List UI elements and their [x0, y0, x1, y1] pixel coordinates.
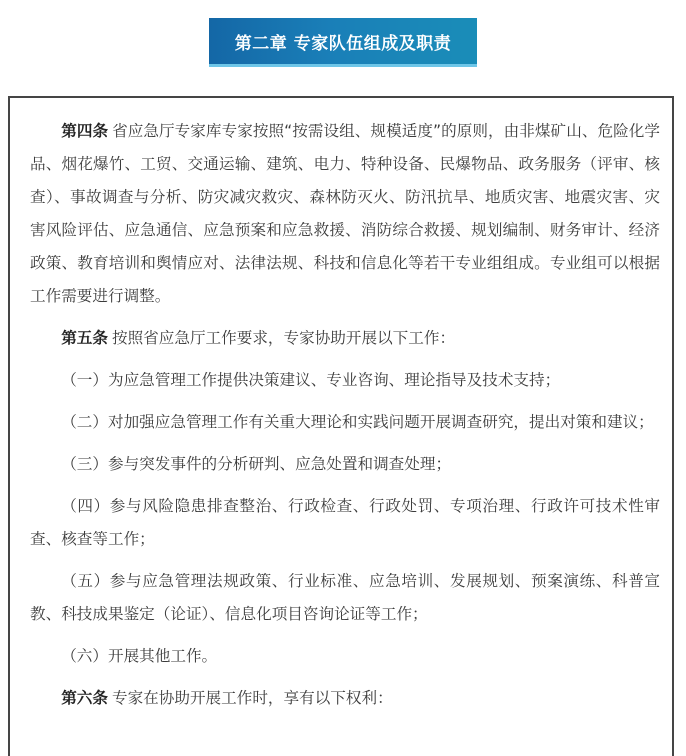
chapter-banner-container [0, 18, 686, 65]
paragraph-text: （二）对加强应急管理工作有关重大理论和实践问题开展调查研究，提出对策和建议； [61, 413, 654, 431]
paragraph-article-6 [30, 682, 660, 715]
article-number: 第五条 [61, 329, 108, 347]
paragraph-item-5 [30, 565, 660, 631]
article-number: 第四条 [61, 122, 109, 140]
paragraph-item-6 [30, 640, 660, 673]
paragraph-item-2 [30, 406, 660, 439]
paragraph-text: （五）参与应急管理法规政策、行业标准、应急培训、发展规划、预案演练、科普宣教、科技成果鉴定（论证）、信息化项目咨询论证等工作； [30, 572, 660, 623]
paragraph-item-1 [30, 364, 660, 397]
paragraph-item-4 [30, 490, 660, 556]
paragraph-text: 专家在协助开展工作时，享有以下权利： [111, 689, 393, 707]
paragraph-article-5 [30, 322, 660, 355]
paragraph-article-4 [30, 115, 660, 313]
paragraph-text: （六）开展其他工作。 [61, 647, 218, 665]
article-body [30, 115, 660, 724]
paragraph-text: 省应急厅专家库专家按照“按需设组、规模适度”的原则，由非煤矿山、危险化学品、烟花爆竹、工贸、交通运输、建筑、电力、特种设备、民爆物品、政务服务（评审、核查）、事故调查与分析、防灾减灾救灾、森林防灭火、防汛抗旱、地质灾害、地震灾害、灾害风险评估、应急通信、应急预案和应急救援、消防综合救援、规划编制、财务审计、经济政策、教育培训和舆情应对、法律法规、科技和信息化等若干专业组组成。专业组可以根据工作需要进行调整。 [30, 122, 660, 305]
paragraph-text: （四）参与风险隐患排查整治、行政检查、行政处罚、专项治理、行政许可技术性审查、核查等工作； [30, 497, 660, 548]
paragraph-text: 按照省应急厅工作要求，专家协助开展以下工作： [111, 329, 456, 347]
chapter-title: 第二章 专家队伍组成及职责 [209, 18, 477, 65]
article-number: 第六条 [61, 689, 108, 707]
paragraph-item-3 [30, 448, 660, 481]
paragraph-text: （三）参与突发事件的分析研判、应急处置和调查处理； [61, 455, 452, 473]
paragraph-text: （一）为应急管理工作提供决策建议、专业咨询、理论指导及技术支持； [61, 371, 561, 389]
